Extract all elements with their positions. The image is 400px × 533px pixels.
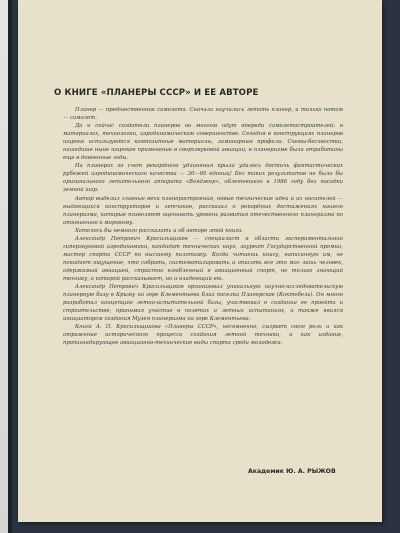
paragraph: Книга А. П. Красильщикова «Планеры СССР», несомненно, сыграет свою роль и как отражение исторического процесса создания летной техники, и как издание, пропагандирующее авиационно-технические виды спорта среди молодежи. [63,324,343,347]
paragraph: Александр Петрович Красильщиков — специалист в области экспериментальной гиперзвуковой аэродинамики, кандидат технических наук, лауреат Государственной премии, мастер спорта СССР по высшему пилотажу. Когда читаешь книгу, написанную им, не покидает ощущение, что собрать, систематизировать и описать все это мог лишь человек, одержимый авиацией, страстно влюбленный в авиационный спорт, не только знающий технику, о которой рассказывает, но и владеющий ею. [63,235,343,282]
body-text [63,106,343,347]
paragraph: Автор выделил главные вехи планеростроения, новые технические идеи и их носителей — выдающихся конструкторов и летчиков, рассказал о рекордных достижениях нашего планеризма, которые позволяют оценивать уровень развития отечественного планеризма по отношению к мировому. [63,195,343,226]
paragraph: Планер — предшественник самолета. Сначала научились летать планер, и только потом — самолет. [63,107,343,122]
paragraph: Да и сейчас создатели планеров во многом идут впереди самолетостроителей: в материалах, технологии, аэродинамическом совершенстве. Сегодня в конструкциях планеров широко используются композитные материалы, ламинарные профили. Схемы-бесхвостки, нашедшие ныне широкое применение в сверхзвуковой авиации, в планеризме были отработаны еще в довоенные годы. [63,123,343,162]
paragraph: На планерах за счет рекордного удлинения крыла удалось достичь фантастических рубежей аэродинамического качества — 30—60 единиц! Бег таких результатов не было бы оригинального летательного аппарата «Вояджер», облетевшего в 1986 году без посадки земной шар. [63,163,343,194]
book-cover-edge [8,0,12,533]
author-signature: Академик Ю. А. РЫЖОВ [248,468,336,475]
book-page [18,0,382,522]
paragraph: Александр Петрович Красильщиков организовал уникальную научно-исследовательскую планерную базу в Крыму на горе Клементьева близ поселка Планерское (Коктебель). Он много разработал концепцию летно-испытательной базы, участвовал в создании ее проекта и строительстве, принимая участие в полетах и летных испытаниях, а также явился инициатором создания Музея планеризма на горе Клементьева. [63,284,343,323]
page-title: О КНИГЕ «ПЛАНЕРЫ СССР» И ЕЕ АВТОРЕ [54,88,259,98]
paragraph: Хотелось бы немного рассказать и об авторе этой книги. [75,227,244,234]
show-through-text: ИСТОРИЯ КОНСТРУКЦИЙ [58,38,268,53]
